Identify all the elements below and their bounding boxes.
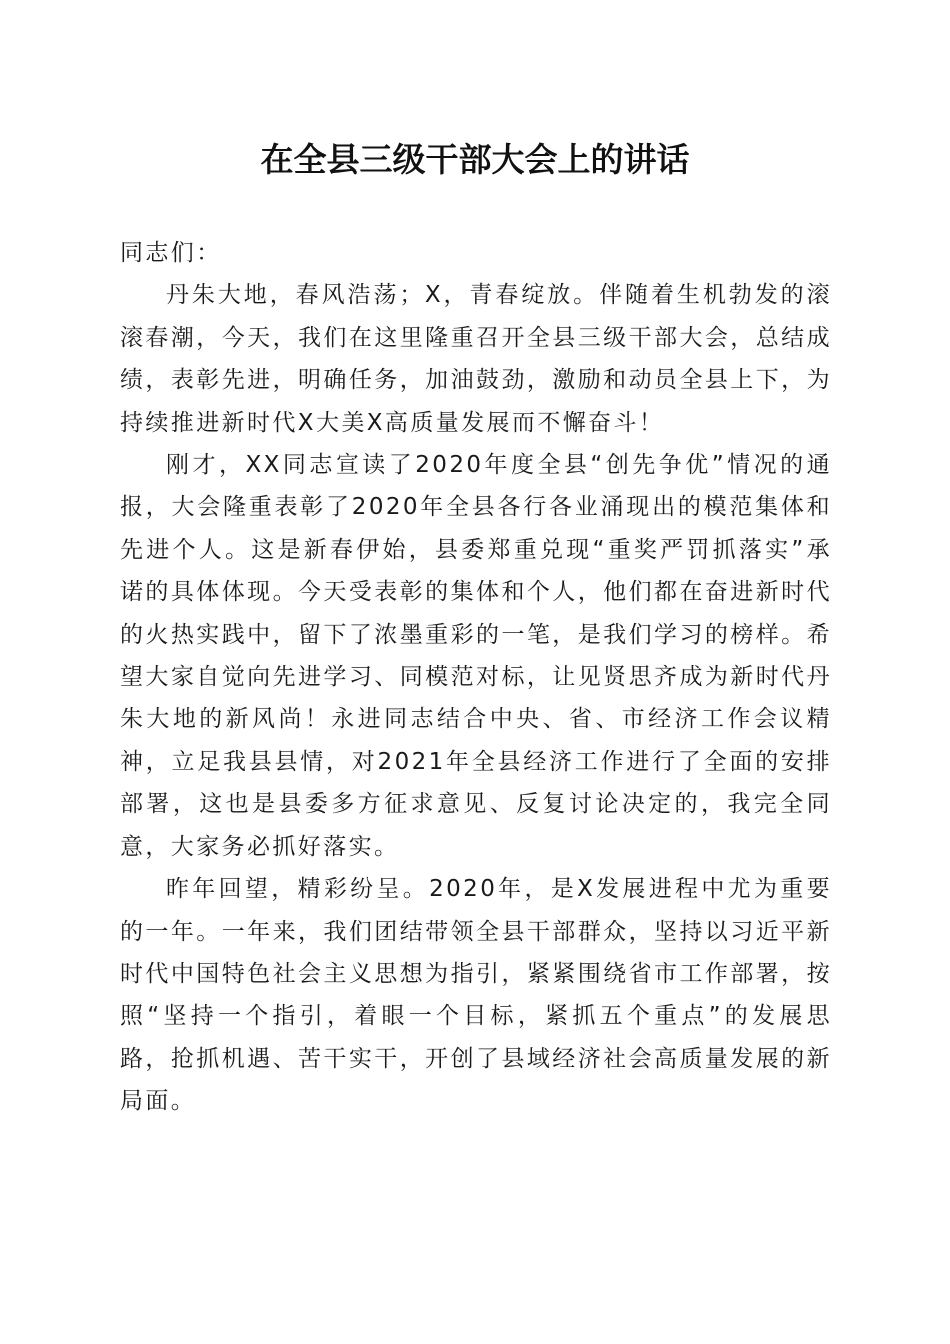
document-body (120, 232, 832, 1123)
paragraph-1: 丹朱大地，春风浩荡；X，青春绽放。伴随着生机勃发的滚滚春潮，今天，我们在这里隆重召开全县三级干部大会，总结成绩，表彰先进，明确任务，加油鼓劲，激励和动员全县上下，为持续推进新时代X大美X高质量发展而不懈奋斗！ (120, 282, 832, 436)
paragraph-2: 刚才，XX同志宣读了2020年度全县“创先争优”情况的通报，大会隆重表彰了2020年全县各行各业涌现出的模范集体和先进个人。这是新春伊始，县委郑重兑现“重奖严罚抓落实”承诺的具体体现。今天受表彰的集体和个人，他们都在奋进新时代的火热实践中，留下了浓墨重彩的一笔，是我们学习的榜样。希望大家自觉向先进学习、同模范对标，让见贤思齐成为新时代丹朱大地的新风尚！永进同志结合中央、省、市经济工作会议精神，立足我县县情，对2021年全县经济工作进行了全面的安排部署，这也是县委多方征求意见、反复讨论决定的，我完全同意，大家务必抓好落实。 (120, 452, 832, 860)
salutation: 同志们： (120, 240, 222, 266)
document-title: 在全县三级干部大会上的讲话 (260, 140, 690, 179)
paragraph-3: 昨年回望，精彩纷呈。2020年，是X发展进程中尤为重要的一年。一年来，我们团结带领全县干部群众，坚持以习近平新时代中国特色社会主义思想为指引，紧紧围绕省市工作部署，按照“坚持一个指引，着眼一个目标，紧抓五个重点”的发展思路，抢抓机遇、苦干实干，开创了县域经济社会高质量发展的新局面。 (120, 876, 832, 1115)
